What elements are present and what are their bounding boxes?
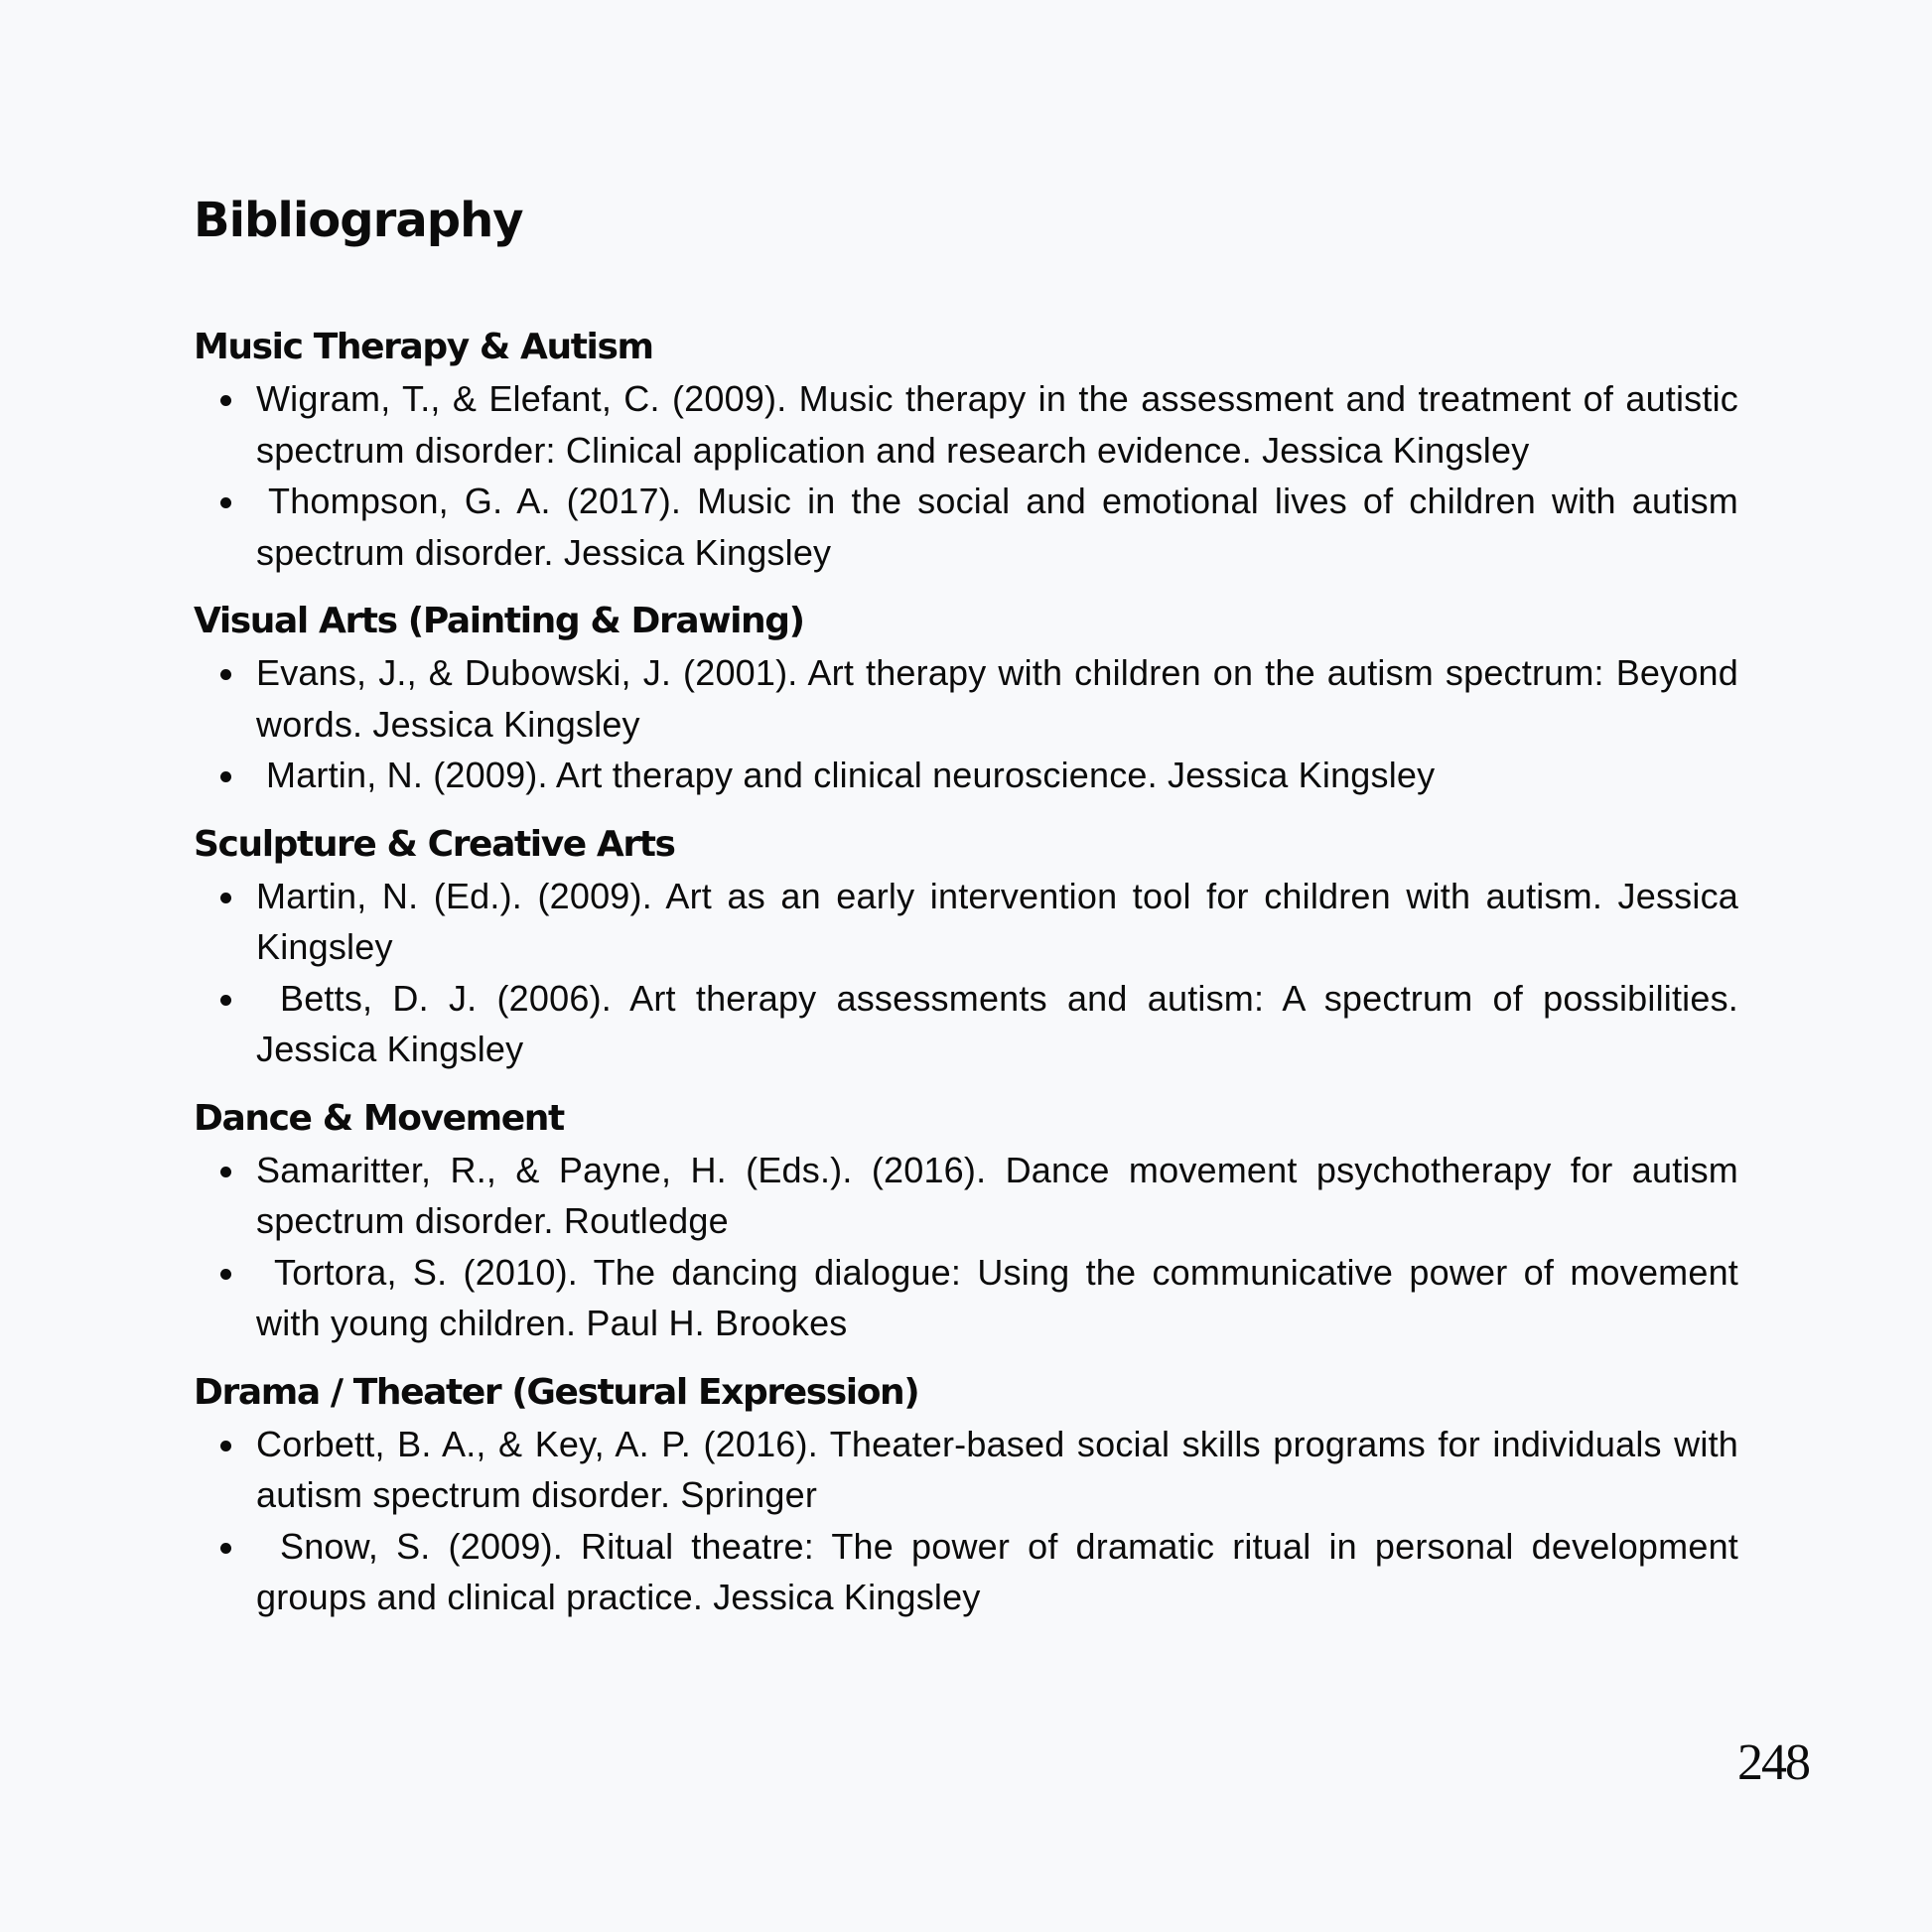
bibliography-entry (256, 871, 1738, 973)
entry-text: Martin, N. (Ed.). (2009). Art as an early intervention tool for children with autism. Jessica Kingsley (256, 875, 1738, 967)
bibliography-entry (256, 1145, 1738, 1247)
section-visual-arts (194, 598, 1738, 801)
bullet-icon (220, 1269, 231, 1280)
entry-text: Tortora, S. (2010). The dancing dialogue: Using the communicative power of movement with young children. Paul H. Brookes (256, 1251, 1738, 1343)
bibliography-content (194, 324, 1738, 1643)
entry-list (194, 373, 1738, 578)
page-title: Bibliography (194, 193, 523, 248)
section-heading: Visual Arts (Painting & Drawing) (194, 601, 804, 641)
entry-list (194, 1145, 1738, 1349)
bullet-icon (220, 1441, 231, 1451)
entry-text: Evans, J., & Dubowski, J. (2001). Art therapy with children on the autism spectrum: Beyond words. Jessica Kingsley (256, 652, 1738, 745)
bullet-icon (220, 1543, 231, 1554)
bullet-icon (220, 893, 231, 903)
section-heading: Drama / Theater (Gestural Expression) (194, 1371, 919, 1413)
entry-list (194, 647, 1738, 801)
section-music-therapy (194, 324, 1738, 578)
bibliography-entry (256, 750, 1738, 801)
entry-list (194, 1419, 1738, 1623)
bibliography-entry (256, 1247, 1738, 1349)
entry-text: Snow, S. (2009). Ritual theatre: The power of dramatic ritual in personal development groups and clinical practice. Jessica Kingsley (256, 1525, 1738, 1617)
entry-text: Thompson, G. A. (2017). Music in the social and emotional lives of children with autism spectrum disorder. Jessica Kingsley (256, 481, 1738, 573)
entry-text: Corbett, B. A., & Key, A. P. (2016). Theater-based social skills programs for individuals with autism spectrum disorder. Springer (256, 1423, 1738, 1515)
section-drama-theater (194, 1369, 1738, 1623)
bullet-icon (220, 1167, 231, 1177)
bibliography-entry (256, 1521, 1738, 1623)
bullet-icon (220, 995, 231, 1006)
entry-list (194, 871, 1738, 1075)
section-dance-movement (194, 1095, 1738, 1349)
bibliography-entry (256, 1419, 1738, 1521)
entry-text: Samaritter, R., & Payne, H. (Eds.). (2016). Dance movement psychotherapy for autism spectrum disorder. Routledge (256, 1149, 1738, 1241)
bibliography-entry (256, 476, 1738, 578)
section-heading: Music Therapy & Autism (194, 327, 653, 367)
section-heading: Dance & Movement (194, 1097, 564, 1139)
entry-text: Martin, N. (2009). Art therapy and clinical neuroscience. Jessica Kingsley (266, 755, 1436, 795)
bibliography-entry (256, 647, 1738, 750)
entry-text: Wigram, T., & Elefant, C. (2009). Music therapy in the assessment and treatment of autistic spectrum disorder: Clinical application and research evidence. Jessica Kingsley (256, 378, 1738, 471)
entry-text: Betts, D. J. (2006). Art therapy assessments and autism: A spectrum of possibilities. Jessica Kingsley (256, 977, 1738, 1069)
bullet-icon (220, 497, 231, 508)
bullet-icon (220, 771, 231, 782)
bullet-icon (220, 669, 231, 680)
bibliography-entry (256, 973, 1738, 1075)
bullet-icon (220, 395, 231, 406)
section-heading: Sculpture & Creative Arts (194, 823, 675, 865)
section-sculpture (194, 821, 1738, 1075)
page-number: 248 (1737, 1734, 1809, 1791)
bibliography-entry (256, 373, 1738, 476)
